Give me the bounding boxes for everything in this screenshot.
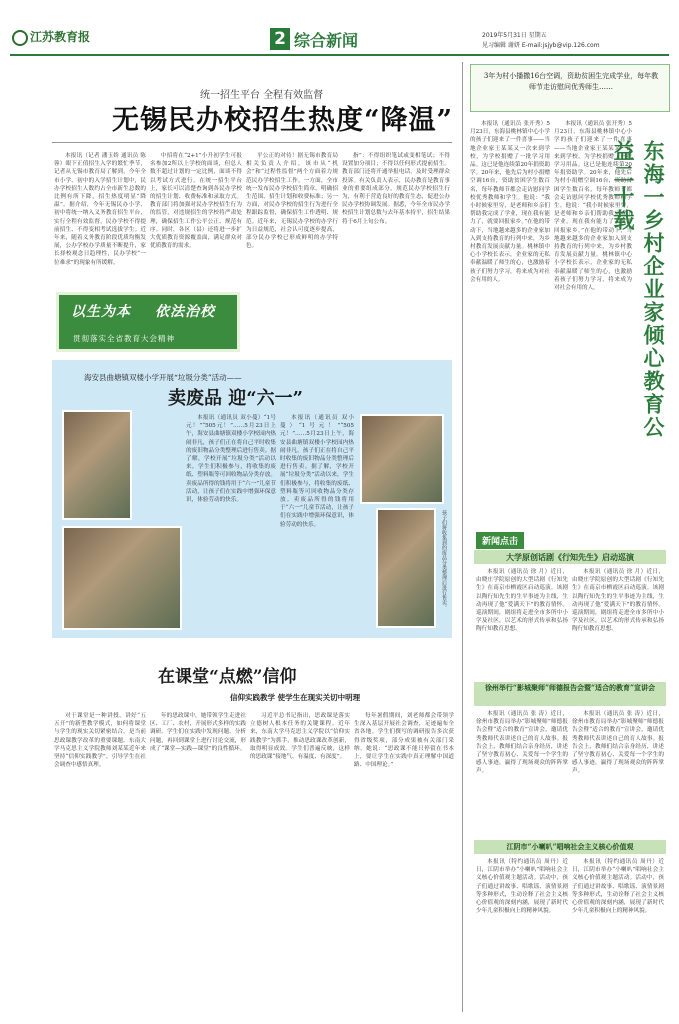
- news-flash-label: 新闻点击: [476, 532, 524, 549]
- right-story-vertical-title: 东海一乡村企业家倾心教育公益二十载: [611, 140, 666, 439]
- lead-col-4: 指”：不得组织笔试或变相笔试；不得设置加分项目；不得以任何形式提前招生。教育部门还将开通举报电话，及时受理群众投诉。有关负责人表示，民办教育是教育事业的重要组成部分，规范民办学校招生行为，有利于营造良好的教育生态，促进公办民办学校协调发展。据悉，今年全市民办学校招生计划总数与去年基本持平，招生结果将于6月上旬公布。: [342, 153, 450, 225]
- headline-rule: [52, 142, 452, 143]
- lead-col-3: 平公正的对待！据无锡市教育局相关负责人介绍，该市从“机会”和“过程性监督”两个方面着力规范民办学校招生工作。一方面，全市统一发布民办学校招生简章，明确招生范围、招生计划和收费标准；另一方面，对民办学校的招生行为进行全程跟踪监督，确保招生工作透明、规范。近年来，无锡民办学校的办学行为日益规范，社会认可度逐步提高，部分民办学校已形成鲜明的办学特色。: [246, 153, 338, 250]
- right-story-col-1: 本报讯（通讯员 张开秀）5月23日，东海县桃林镇中心小学的孩子们迎来了一件喜事——当地企业家王某某又一次来到学校，为学校捐赠了一批学习用品。这已是他连续第20年捐资助学。20年来，他先后为村小捐赠空调16台，资助贫困学生数百名，每年教师节都会走访慰问学校优秀教师和学生。他说：“我小时候家里穷，是老师和乡亲们帮助我完成了学业，现在我有能力了，就要回报家乡。”在他的带动下，当地越来越多的企业家加入到支持教育的行列中来，为乡村教育发展贡献力量。桃林镇中心小学校长表示，企业家的无私奉献温暖了师生的心，也激励着孩子们努力学习，将来成为对社会有用的人。: [470, 121, 550, 283]
- news-item-1-title: 大学原创话剧《行知先生》启动巡演: [474, 550, 666, 564]
- feature-photo-3: [360, 414, 444, 504]
- section-title: 综合新闻: [294, 31, 359, 50]
- lead-col-2: 中招将在“2+1”小升初学生可报名参加2所以上学校的面谈，但总人数不超过计划的一定比例，面谈不得以考试方式进行。在统一招生平台上，家长可以清楚查询到各民办学校的招生计划、收费标准和录取方式。教育部门将加强对民办学校招生行为的监管，对违规招生的学校将严肃处理，确保招生工作公平公正、规范有序。同时，各区（县）还将进一步扩大优质教育资源覆盖面，满足群众对优质教育的需求。: [150, 153, 242, 250]
- news-item-2-col-1: 本报讯（通讯员 张 涛）近日，徐州市教育局举办“影城聚师”师德报告会暨“适合的教育”宣讲会，邀请优秀教师代表讲述自己的育人故事。报告会上，教师们结合亲身经历，讲述了坚守教育初心、关爱每一个学生的感人事迹，赢得了现场观众的阵阵掌声。: [476, 711, 568, 775]
- logo-text: 江苏教育报: [30, 30, 91, 44]
- feature-photo-2: [62, 526, 182, 630]
- newspaper-logo: [12, 28, 90, 46]
- second-col-3: 习近平总书记指出，思政课是落实立德树人根本任务的关键课程。近年来，东南大学马克思主义学院以“信仰实践教学”为抓手，推动思政课改革创新，取得明显成效。学生们普遍反映，这样的思政课“接地气、有温度、有深度”。: [250, 713, 350, 761]
- feature-caption: 孩子们将收集到的废品分类整理后进行售卖。: [441, 510, 447, 610]
- slogan-banner: [56, 292, 240, 352]
- news-item-1-col-2: 本报讯（通讯员 徐 月）近日，由晓庄学院原创的大型话剧《行知先生》在南京市栖霞区启动巡演。该剧以陶行知先生的生平事迹为主线，生动再现了他“爱满天下”的教育情怀。巡演期间，剧组将走进全市多所中小学及社区，以艺术的形式传承和弘扬陶行知教育思想。: [572, 569, 664, 633]
- second-subhead: 信仰实践教学 使学生在现实关切中明理: [230, 693, 361, 702]
- feature-title: 卖废品 迎“六一”: [168, 388, 303, 409]
- news-item-2-title: 徐州举行“影城聚师”师德报告会暨“适合的教育”宣讲会: [474, 682, 666, 706]
- feature-col-1: 本报讯（通讯员 双小蔓）“1号元！”“505元！”……5月23日上午，海安县曲塘镇双楼小学校园内热闹非凡，孩子们正在将自己平时收集的废旧物品分类整理后进行售卖。据了解，学校开展“垃圾分类”活动以来，学生们积极参与，将收集的废纸、塑料瓶等可回收物品分类存放。卖废品所得的钱将用于“六一”儿童节活动，让孩子们在实践中增强环保意识，体验劳动的快乐。: [186, 415, 276, 504]
- news-item-2-col-2: 本报讯（通讯员 张 涛）近日，徐州市教育局举办“影城聚师”师德报告会暨“适合的教育”宣讲会，邀请优秀教师代表讲述自己的育人故事。报告会上，教师们结合亲身经历，讲述了坚守教育初心、关爱每一个学生的感人事迹，赢得了现场观众的阵阵掌声。: [572, 711, 664, 775]
- masthead-rule: [10, 54, 669, 56]
- issue-date: 2019年5月31日 星期五: [482, 32, 547, 39]
- second-headline: 在课堂“点燃”信仰: [158, 667, 297, 687]
- right-story-col-2: 本报讯（通讯员 张开秀）5月23日，东海县桃林镇中心小学的孩子们迎来了一件喜事——当地企业家王某某又一次来到学校，为学校捐赠了一批学习用品。这已是他连续第20年捐资助学。20年来，他先后为村小捐赠空调16台，资助贫困学生数百名，每年教师节都会走访慰问学校优秀教师和学生。他说：“我小时候家里穷，是老师和乡亲们帮助我完成了学业，现在我有能力了，就要回报家乡。”在他的带动下，当地越来越多的企业家加入到支持教育的行列中来，为乡村教育发展贡献力量。桃林镇中心小学校长表示，企业家的无私奉献温暖了师生的心，也激励着孩子们努力学习，将来成为对社会有用的人。: [554, 121, 632, 292]
- second-col-2: 年的思政课中，她带领学生走进社区、工厂、农村，开展形式多样的实践调研。学生们在实践中发现问题、分析问题，再回到课堂上进行讨论交流，形成了“课堂—实践—课堂”的良性循环。: [150, 713, 246, 752]
- second-col-1: 对于课堂是一种讲授，讲好“五五开”的新型教学模式，如何将课堂与学生的现实关切紧密结合，是当前思政课教学改革的重要课题。东南大学马克思主义学院教师刘某某近年来坚持“信仰实践教学”，引导学生在社会调查中感悟真理。: [54, 713, 146, 769]
- news-item-3-col-1: 本报讯（特约通讯员 周丹）近日，江阴市举办“小喇叭”唱响社会主义核心价值观主题活动。活动中，孩子们通过讲故事、唱歌谣、演情景剧等多种形式，生动诠释了社会主义核心价值观的深刻内涵，展现了新时代少年儿童积极向上的精神风貌。: [476, 859, 568, 915]
- feature-kicker: 海安县曲塘镇双楼小学开展“垃圾分类”活动——: [84, 373, 242, 382]
- summary-box: [470, 64, 670, 112]
- banner-line-2: 依法治校: [155, 304, 215, 320]
- banner-line-1: 以生为本: [71, 304, 131, 320]
- news-item-3-col-2: 本报讯（特约通讯员 周丹）近日，江阴市举办“小喇叭”唱响社会主义核心价值观主题活动。活动中，孩子们通过讲故事、唱歌谣、演情景剧等多种形式，生动诠释了社会主义核心价值观的深刻内涵，展现了新时代少年儿童积极向上的精神风貌。: [572, 859, 664, 915]
- seal-icon: [12, 30, 28, 46]
- feature-photo-1: [62, 410, 132, 520]
- feature-col-2: 本报讯（通讯员 双小蔓）“1号元！”“505元！”……5月23日上午，海安县曲塘镇双楼小学校园内热闹非凡，孩子们正在将自己平时收集的废旧物品分类整理后进行售卖。据了解，学校开展“垃圾分类”活动以来，学生们积极参与，将收集的废纸、塑料瓶等可回收物品分类存放。卖废品所得的钱将用于“六一”儿童节活动，让孩子们在实践中增强环保意识，体验劳动的快乐。: [280, 415, 354, 528]
- news-item-1-col-1: 本报讯（通讯员 徐 月）近日，由晓庄学院原创的大型话剧《行知先生》在南京市栖霞区启动巡演。该剧以陶行知先生的生平事迹为主线，生动再现了他“爱满天下”的教育情怀。巡演期间，剧组将走进全市多所中小学及社区，以艺术的形式传承和弘扬陶行知教育思想。: [476, 569, 568, 633]
- lead-kicker: 统一招生平台 全程有效监督: [200, 90, 324, 101]
- banner-line-3: 贯彻落实全省教育大会精神: [73, 334, 175, 343]
- second-col-4: 每年暑假期间，刘老师都会带领学生深入基层开展社会调查，足迹遍布全省各地。学生们撰写的调研报告多次获得省级奖项，部分成果被有关部门采纳。她说：“思政课不能只停留在书本上，要让学生在实践中真正理解中国道路、中国理论。”: [354, 713, 454, 769]
- news-item-3-title: 江阴市“小喇叭”唱响社会主义核心价值观: [474, 840, 666, 854]
- lead-col-1: 本报讯（记者 潘玉娇 通讯员 陈 蓉）眼下正值招生入学的繁忙季节，记者从无锡市教育局了解到，今年全市小学、初中的入学招生计划中，民办学校招生人数约占全市新生总数的比例有所下降，招生热度明显“降温”。据介绍，今年无锡民办小学、初中将统一纳入义务教育招生平台，实行全程有效监督，民办学校不得提前招生、不得变相考试选拔学生。近年来，随着义务教育阶段优质均衡发展，公办学校办学质量不断提升，家长择校观念日趋理性，民办学校“一位难求”的现象有所缓解。: [54, 153, 146, 266]
- summary-text: 3年为村小播撒16台空调，资助贫困生完成学业，每年教师节走访慰问优秀师生……: [483, 72, 659, 91]
- column-divider: [462, 62, 463, 1012]
- page-number: 2: [270, 28, 290, 50]
- lead-headline: 无锡民办校招生热度“降温”: [112, 105, 454, 136]
- feature-photo-4: [376, 508, 436, 628]
- editor-credit: 见习编辑 谢妍 E-mail:jsjyb@vip.126.com: [482, 42, 600, 49]
